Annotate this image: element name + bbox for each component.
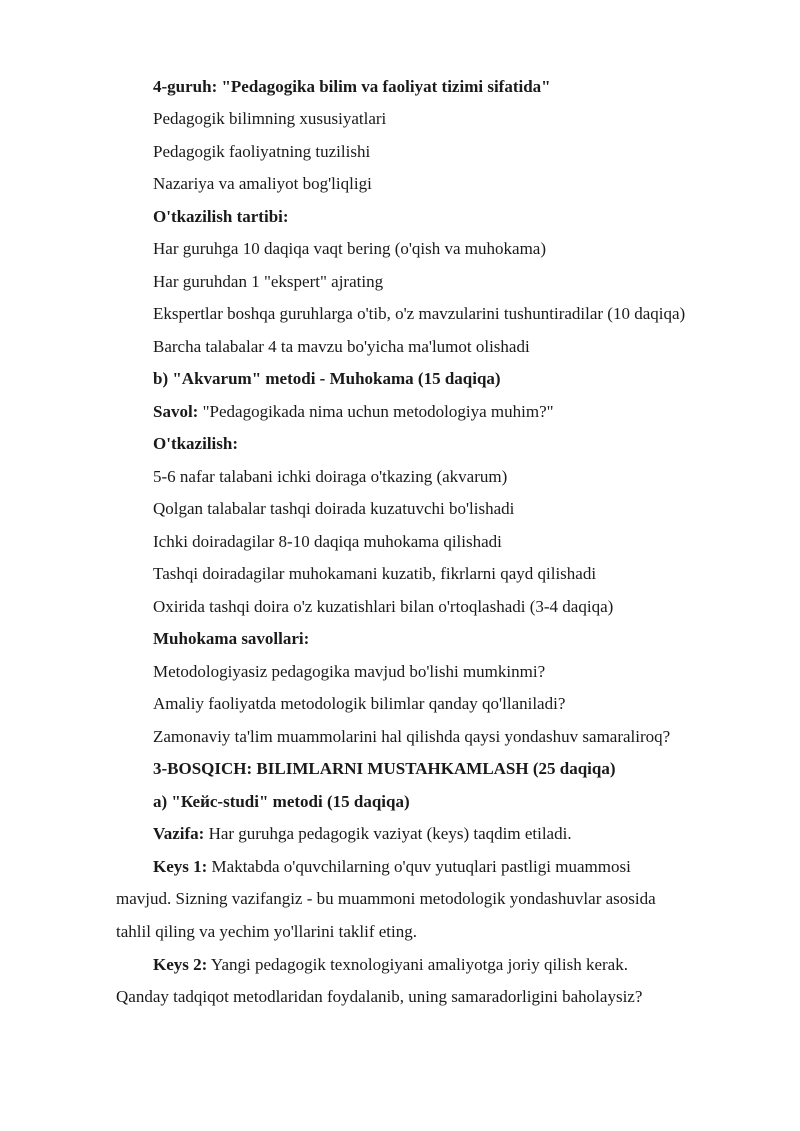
- list-item: Barcha talabalar 4 ta mavzu bo'yicha ma'lumot olishadi: [153, 337, 530, 356]
- case-1-continuation: tahlil qiling va yechim yo'llarini taklif eting.: [116, 922, 417, 941]
- list-item: Amaliy faoliyatda metodologik bilimlar qanday qo'llaniladi?: [153, 694, 566, 713]
- case-2-line: Keys 2: Yangi pedagogik texnologiyani amaliyotga joriy qilish kerak.: [153, 955, 628, 974]
- question-line: Savol: "Pedagogikada nima uchun metodologiya muhim?": [153, 402, 554, 421]
- case-1-line: Keys 1: Maktabda o'quvchilarning o'quv yutuqlari pastligi muammosi: [153, 857, 631, 876]
- list-item: Nazariya va amaliyot bog'liqligi: [153, 174, 372, 193]
- discussion-questions-heading: Muhokama savollari:: [153, 629, 310, 648]
- list-item: 5-6 nafar talabani ichki doiraga o'tkazing (akvarum): [153, 467, 508, 486]
- list-item: Pedagogik faoliyatning tuzilishi: [153, 142, 371, 161]
- list-item: Pedagogik bilimning xususiyatlari: [153, 109, 387, 128]
- group-4-heading: 4-guruh: "Pedagogika bilim va faoliyat tizimi sifatida": [153, 77, 551, 96]
- list-item: Zamonaviy ta'lim muammolarini hal qilishda qaysi yondashuv samaraliroq?: [153, 727, 671, 746]
- task-line: Vazifa: Har guruhga pedagogik vaziyat (keys) taqdim etiladi.: [153, 824, 572, 843]
- list-item: Ichki doiradagilar 8-10 daqiqa muhokama qilishadi: [153, 532, 502, 551]
- case-study-heading: a) "Кейс-studi" metodi (15 daqiqa): [153, 792, 410, 811]
- list-item: Metodologiyasiz pedagogika mavjud bo'lishi mumkinmi?: [153, 662, 546, 681]
- list-item: Har guruhga 10 daqiqa vaqt bering (o'qish va muhokama): [153, 239, 547, 258]
- list-item: Qolgan talabalar tashqi doirada kuzatuvchi bo'lishadi: [153, 499, 515, 518]
- list-item: Oxirida tashqi doira o'z kuzatishlari bilan o'rtoqlashadi (3-4 daqiqa): [153, 597, 614, 616]
- list-item: Tashqi doiradagilar muhokamani kuzatib, fikrlarni qayd qilishadi: [153, 564, 597, 583]
- list-item: Har guruhdan 1 "ekspert" ajrating: [153, 272, 384, 291]
- conduct-heading: O'tkazilish:: [153, 434, 239, 453]
- case-2-continuation: Qanday tadqiqot metodlaridan foydalanib, uning samaradorligini baholaysiz?: [116, 987, 643, 1006]
- stage-3-heading: 3-BOSQICH: BILIMLARNI MUSTAHKAMLASH (25 daqiqa): [153, 759, 616, 778]
- list-item: Ekspertlar boshqa guruhlarga o'tib, o'z mavzularini tushuntiradilar (10 daqiqa): [153, 304, 686, 323]
- procedure-heading: O'tkazilish tartibi:: [153, 207, 289, 226]
- akvarum-heading: b) "Akvarum" metodi - Muhokama (15 daqiqa): [153, 369, 501, 388]
- case-1-continuation: mavjud. Sizning vazifangiz - bu muammoni metodologik yondashuvlar asosida: [116, 889, 656, 908]
